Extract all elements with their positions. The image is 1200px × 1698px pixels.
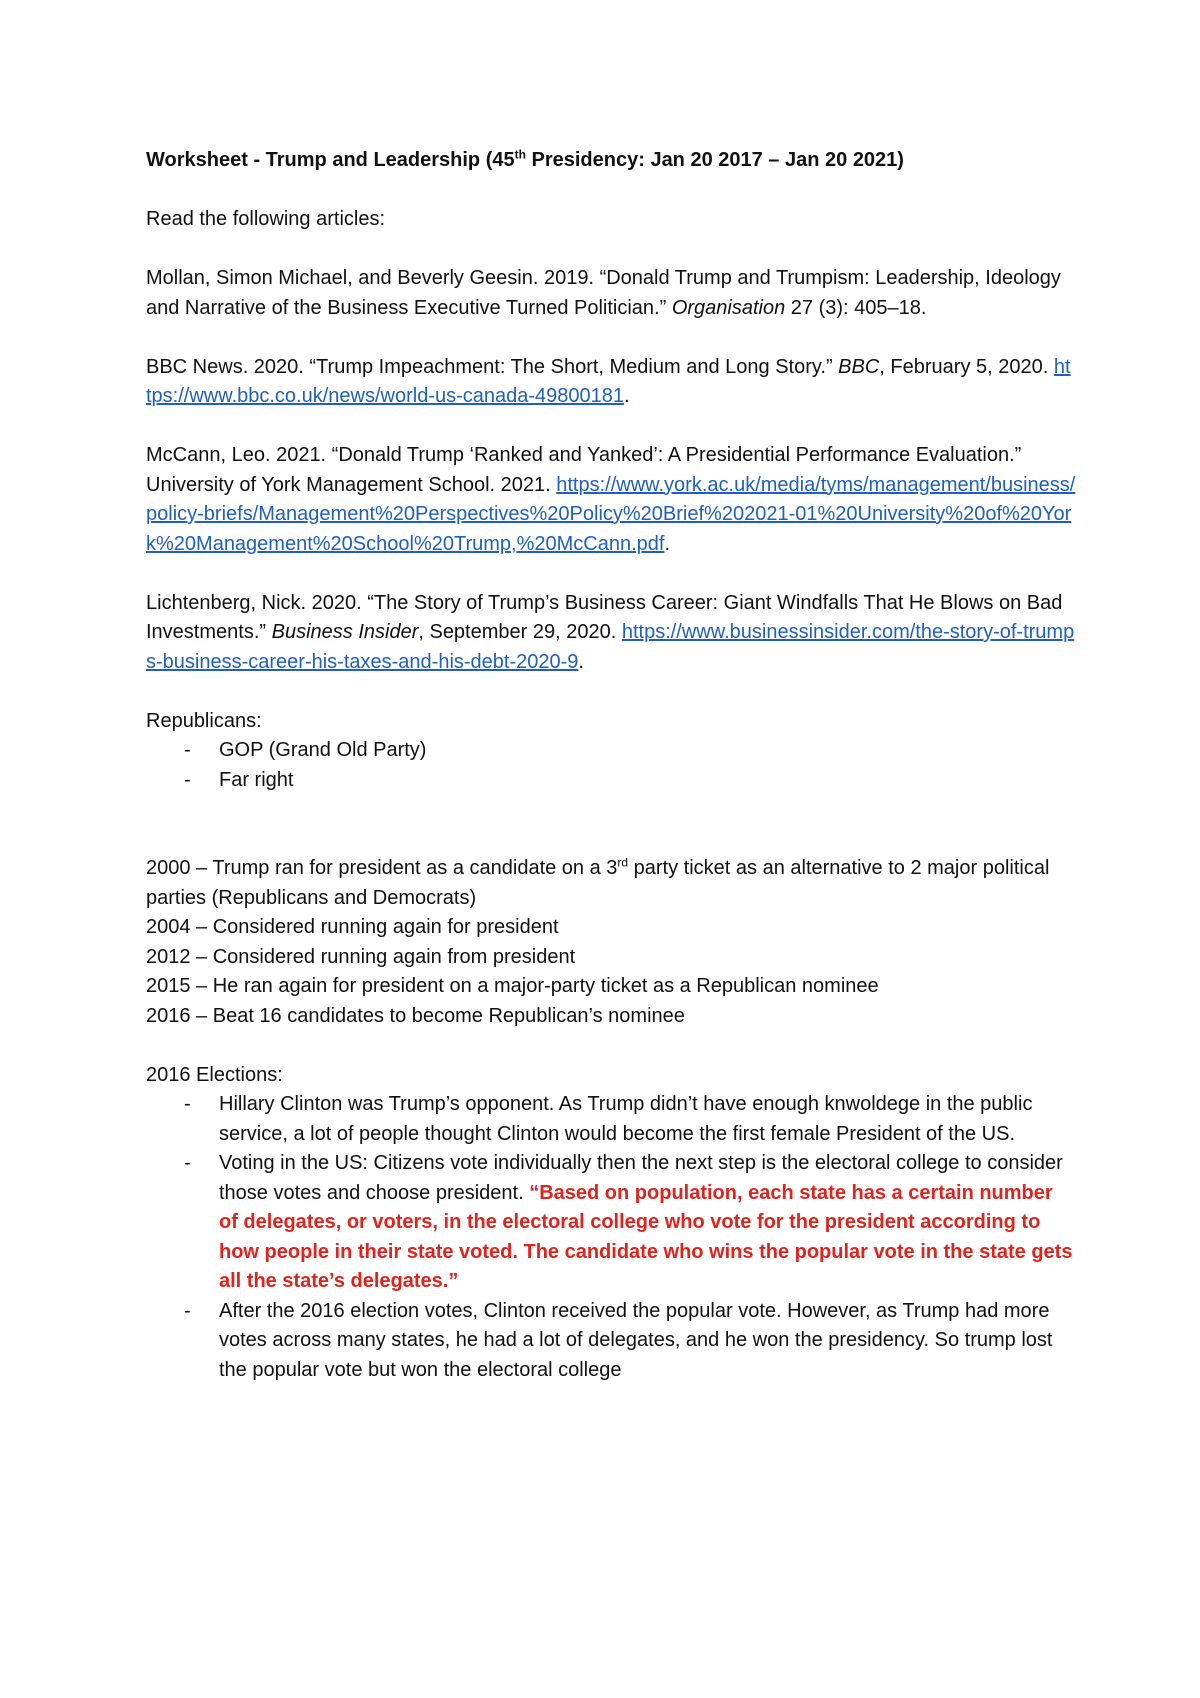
reference-mollan: Mollan, Simon Michael, and Beverly Geesin. 2019. “Donald Trump and Trumpism: Leadership, Ideology and Narrative of the Business Executive Turned Politician.” Organisation 27 (3): 405–18. [146, 267, 1061, 319]
list-item: - GOP (Grand Old Party) [184, 739, 427, 761]
business-insider-link[interactable]: https://www.businessinsider.com/the-story-of-trumps-business-career-his-taxes-and-his-debt-2020-9 [146, 621, 1075, 673]
list-item: - Voting in the US: Citizens vote individually then the next step is the electoral college to consider those votes and choose president. “Based on population, each state has a certain number of delegates, or voters, in the electoral college who vote for the president according to how people in their state voted. The candidate who wins the popular vote in the state gets all the state’s delegates.” [184, 1152, 1073, 1292]
timeline-2004: 2004 – Considered running again for president [146, 916, 559, 938]
electoral-college-quote: “Based on population, each state has a certain number of delegates, or voters, in the electoral college who vote for the president according to how people in their state voted. The candidate who wins the popular vote in the state gets all the state’s delegates.” [219, 1181, 1073, 1292]
elections-list [146, 1090, 1076, 1385]
timeline-2012: 2012 – Considered running again from president [146, 945, 576, 968]
list-item: - Far right [184, 768, 294, 791]
republicans-list [146, 736, 1076, 795]
republicans-heading: Republicans: [146, 709, 262, 732]
timeline-2000: 2000 – Trump ran for president as a candidate on a 3rd party ticket as an alternative to 2 major political parties (Republicans and Democrats) [146, 855, 1050, 909]
bbc-link[interactable]: https://www.bbc.co.uk/news/world-us-canada-49800181 [146, 355, 1071, 407]
list-item: - After the 2016 election votes, Clinton received the popular vote. However, as Trump had more votes across many states, he had a lot of delegates, and he won the presidency. So trump lost the popular vote but won the electoral college [184, 1299, 1053, 1381]
intro-text: Read the following articles: [146, 208, 386, 230]
reference-bbc: BBC News. 2020. “Trump Impeachment: The Short, Medium and Long Story.” BBC, February 5, 2020. https://www.bbc.co.uk/news/world-us-canada-49800181. [146, 355, 1071, 407]
elections-heading: 2016 Elections: [146, 1063, 283, 1086]
timeline-2016: 2016 – Beat 16 candidates to become Republican’s nominee [146, 1004, 685, 1027]
reference-lichtenberg: Lichtenberg, Nick. 2020. “The Story of Trump’s Business Career: Giant Windfalls That He Blows on Bad Investments.” Business Insider, September 29, 2020. https://www.businessinsider.com/the-story-of-trumps-business-career-his-taxes-and-his-debt-2020-9. [146, 591, 1075, 673]
list-item: - Hillary Clinton was Trump’s opponent. As Trump didn’t have enough knwoldege in the public service, a lot of people thought Clinton would become the first female President of the US. [184, 1093, 1033, 1145]
reference-mccann: McCann, Leo. 2021. “Donald Trump ‘Ranked and Yanked’: A Presidential Performance Evaluation.” University of York Management School. 2021. https://www.york.ac.uk/media/tyms/management/business/policy-briefs/Management%20Perspectives%20Policy%20Brief%202021-01%20University%20of%20York%20Management%20School%20Trump,%20McCann.pdf. [146, 444, 1076, 555]
timeline-2015: 2015 – He ran again for president on a major-party ticket as a Republican nominee [146, 975, 879, 997]
page-title: Worksheet - Trump and Leadership (45th Presidency: Jan 20 2017 – Jan 20 2021) [146, 147, 904, 171]
document-body [146, 146, 1076, 1385]
york-link[interactable]: https://www.york.ac.uk/media/tyms/management/business/policy-briefs/Management%20Perspectives%20Policy%20Brief%202021-01%20University%20of%20York%20Management%20School%20Trump,%20McCann.pdf [146, 473, 1076, 555]
